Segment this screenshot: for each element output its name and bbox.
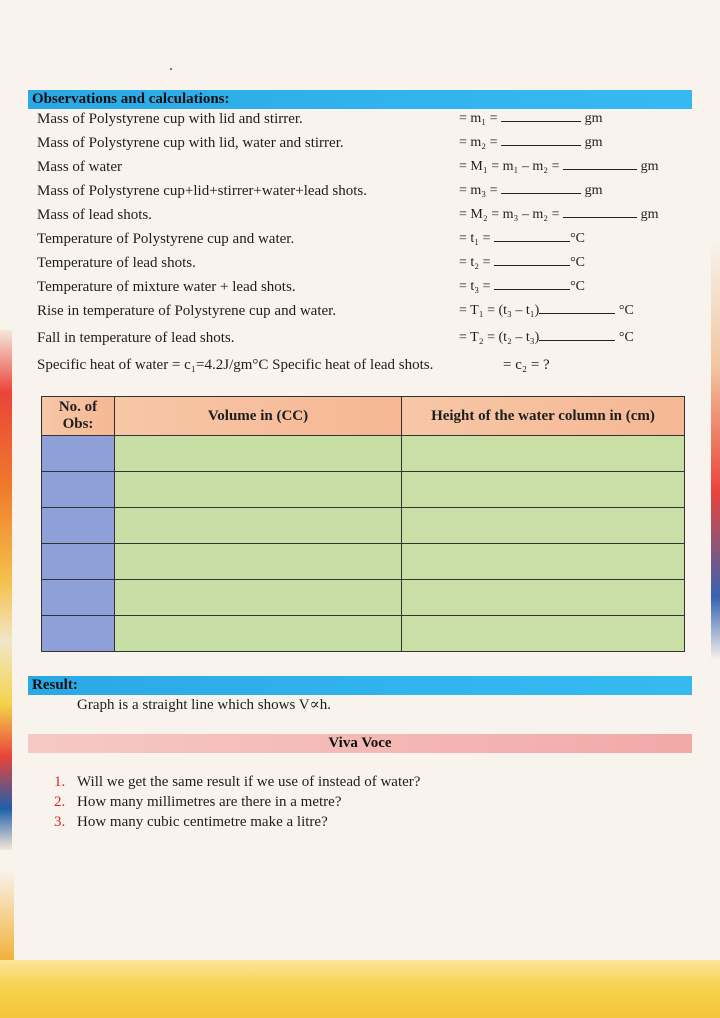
header-volume: Volume in (CC) (115, 397, 402, 436)
observation-label: Temperature of lead shots. (37, 255, 196, 271)
table-row (42, 436, 685, 472)
question-text: Will we get the same result if we use of instead of water? (77, 774, 421, 790)
decorative-left-edge (0, 330, 12, 850)
blank-line[interactable] (563, 157, 637, 170)
observation-label: Mass of lead shots. (37, 207, 152, 223)
table-cell[interactable] (115, 544, 402, 580)
table-cell[interactable] (402, 616, 685, 652)
question-item (54, 814, 328, 831)
table-cell[interactable] (402, 472, 685, 508)
observation-label: Fall in temperature of lead shots. (37, 330, 235, 346)
viva-voce-header: Viva Voce (328, 735, 392, 751)
table-cell[interactable] (42, 544, 115, 580)
table-cell[interactable] (42, 580, 115, 616)
observation-value: = t₂ = °C (459, 255, 585, 270)
table-cell[interactable] (115, 580, 402, 616)
result-text: Graph is a straight line which shows V∝h. (77, 697, 332, 713)
result-header: Result: (32, 677, 78, 693)
observation-label: Rise in temperature of Polystyrene cup and water. (37, 303, 337, 319)
observation-value: = T₁ = (t₃ – t₁) °C (459, 303, 634, 318)
specific-heat-line: Specific heat of water = c₁=4.2J/gm°C Specific heat of lead shots. (37, 357, 434, 373)
blank-line[interactable] (494, 277, 570, 290)
table-cell[interactable] (115, 616, 402, 652)
question-item (54, 774, 420, 791)
table-row (42, 472, 685, 508)
table-row (42, 544, 685, 580)
observation-value: = m₂ = gm (459, 135, 603, 150)
observation-label: Mass of water (37, 159, 122, 175)
question-text: How many millimetres are there in a metre? (77, 794, 342, 810)
header-obs-number: No. of Obs: (42, 397, 115, 436)
observation-label: Temperature of mixture water + lead shots. (37, 279, 296, 295)
table-cell[interactable] (42, 436, 115, 472)
observation-label: Mass of Polystyrene cup+lid+stirrer+water+lead shots. (37, 183, 368, 199)
blank-line[interactable] (539, 328, 615, 341)
table-cell[interactable] (42, 472, 115, 508)
blank-line[interactable] (501, 133, 581, 146)
observation-value: = t₁ = °C (459, 231, 585, 246)
question-number: 2. (54, 794, 66, 810)
table-cell[interactable] (402, 436, 685, 472)
blank-line[interactable] (501, 109, 581, 122)
table-cell[interactable] (115, 508, 402, 544)
blank-line[interactable] (501, 181, 581, 194)
decorative-bottom-left (0, 870, 14, 960)
question-number: 1. (54, 774, 66, 790)
blank-line[interactable] (494, 253, 570, 266)
observation-value: = t₃ = °C (459, 279, 585, 294)
header-height: Height of the water column in (cm) (402, 397, 685, 436)
table-cell[interactable] (402, 544, 685, 580)
table-row (42, 580, 685, 616)
specific-heat-value: = c₂ = ? (503, 357, 550, 373)
table-cell[interactable] (402, 508, 685, 544)
observation-label: Temperature of Polystyrene cup and water. (37, 231, 295, 247)
observation-value: = M₁ = m₁ – m₂ = gm (459, 159, 659, 174)
question-item (54, 794, 341, 811)
observation-label: Mass of Polystyrene cup with lid and stirrer. (37, 111, 303, 127)
viva-voce-header-bar (28, 734, 692, 753)
observation-value: = m₃ = gm (459, 183, 603, 198)
question-text: How many cubic centimetre make a litre? (77, 814, 328, 830)
observations-header: Observations and calculations: (32, 91, 230, 107)
table-row (42, 616, 685, 652)
table-cell[interactable] (42, 616, 115, 652)
observation-value: = M₂ = m₃ – m₂ = gm (459, 207, 659, 222)
observations-header-bar (28, 90, 692, 109)
blank-line[interactable] (563, 205, 637, 218)
observation-value: = m₁ = gm (459, 111, 603, 126)
blank-line[interactable] (539, 301, 615, 314)
table-header-row (42, 397, 685, 436)
table-row (42, 508, 685, 544)
table-cell[interactable] (115, 436, 402, 472)
decorative-right-edge (711, 240, 720, 660)
speck (170, 68, 172, 70)
table-cell[interactable] (42, 508, 115, 544)
observation-value: = T₂ = (t₂ – t₃) °C (459, 330, 634, 345)
blank-line[interactable] (494, 229, 570, 242)
table-cell[interactable] (115, 472, 402, 508)
result-header-bar (28, 676, 692, 695)
decorative-bottom-band (0, 960, 720, 1018)
observation-label: Mass of Polystyrene cup with lid, water and stirrer. (37, 135, 344, 151)
table-cell[interactable] (402, 580, 685, 616)
question-number: 3. (54, 814, 66, 830)
observation-table (41, 396, 685, 652)
